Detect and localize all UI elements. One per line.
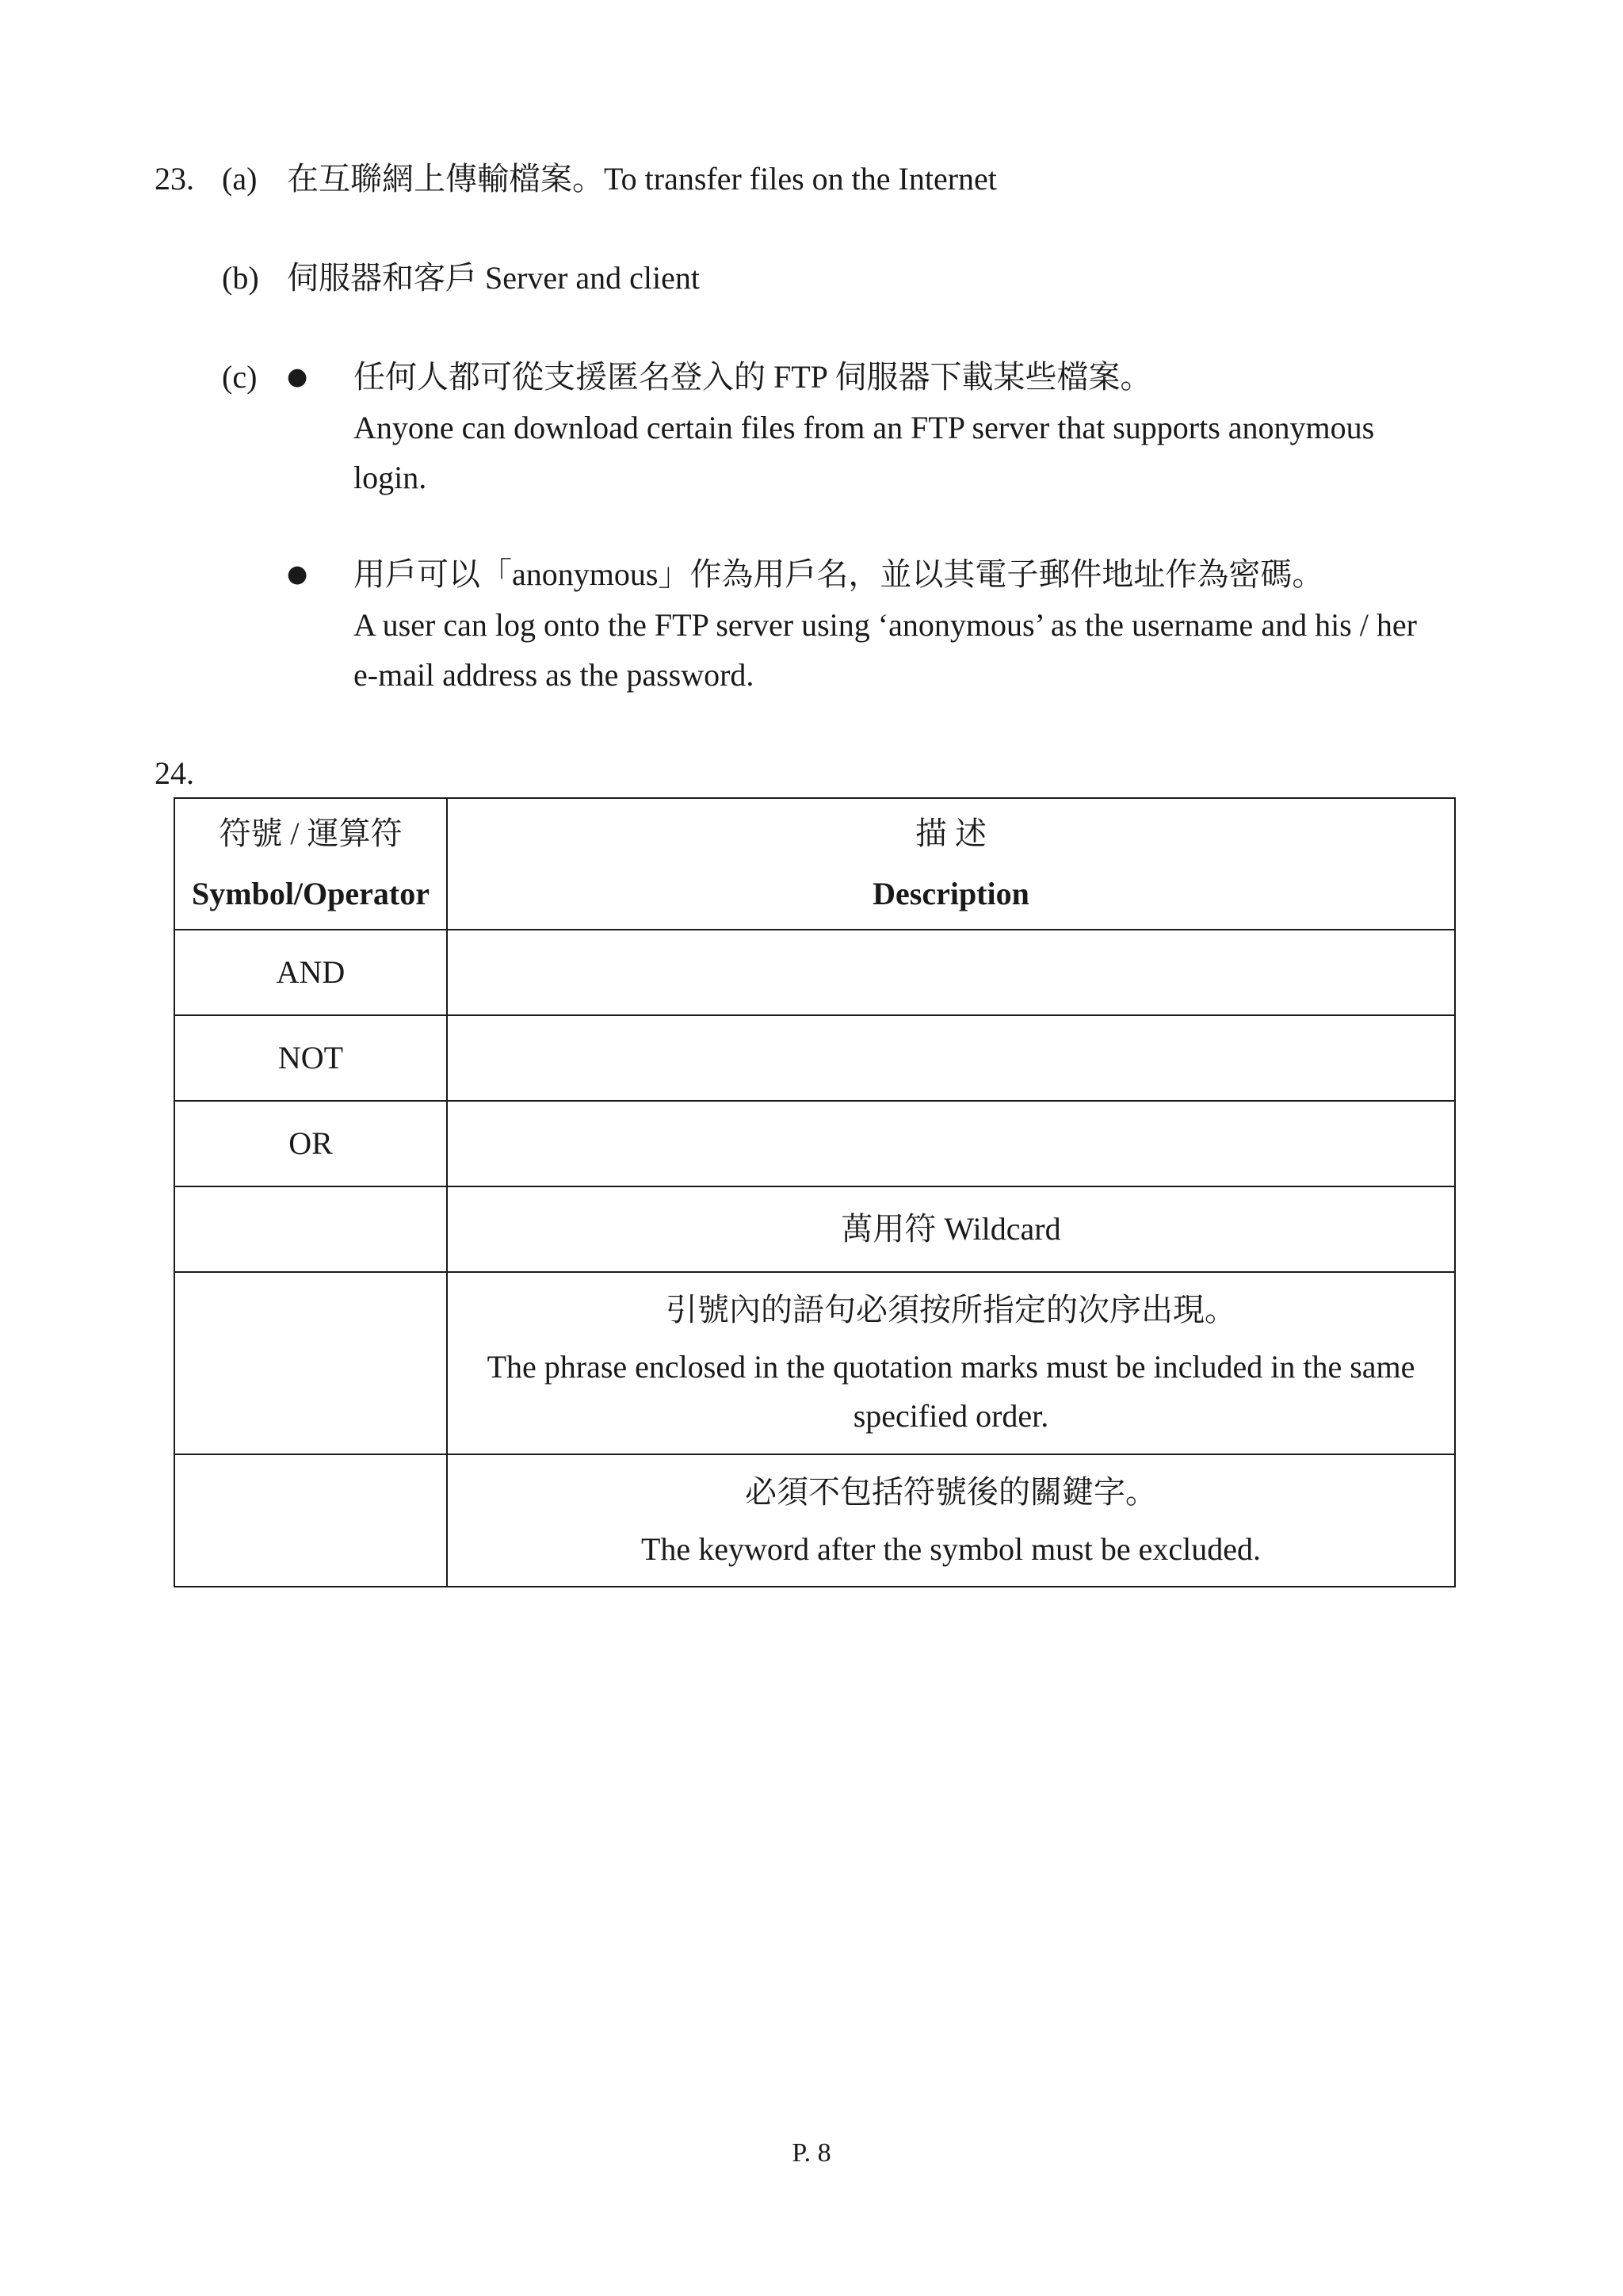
symbol-cell [174, 1272, 447, 1454]
table-row [174, 1272, 1455, 1454]
symbol-cell: NOT [174, 1015, 447, 1101]
description-cell [447, 1272, 1455, 1454]
table-row [174, 1101, 1455, 1186]
description-cell [447, 1454, 1455, 1587]
description-cell [447, 1015, 1455, 1101]
symbol-cell: AND [174, 930, 447, 1015]
q23-c-bullet1-en-line1: Anyone can download certain files from an FTP server that supports anonymous [353, 410, 1375, 445]
q23-c-bullet1-zh: 任何人都可從支援匿名登入的 FTP 伺服器下載某些檔案。 [353, 359, 1152, 395]
table-row [174, 1454, 1455, 1587]
q23-c-bullet2-en-line2: e-mail address as the password. [353, 657, 754, 693]
description-quote-en: The phrase enclosed in the quotation marks must be included in the same specified order. [487, 1349, 1415, 1434]
bullet-icon: ● [287, 560, 308, 588]
q23-c-bullet2-zh: 用戶可以「anonymous」作為用戶名，並以其電子郵件地址作為密碼。 [353, 556, 1324, 592]
description-cell [447, 1186, 1455, 1272]
table-row [174, 1186, 1455, 1272]
table-row [174, 1015, 1455, 1101]
symbol-operator-table [174, 797, 1456, 1587]
q23-c-label: (c) [222, 359, 258, 395]
q23-c-bullet2-en-line1: A user can log onto the FTP server using ‘anonymous’ as the username and his / her [353, 607, 1417, 643]
q23-b-text: 伺服器和客戶 Server and client [287, 260, 700, 296]
symbol-cell: OR [174, 1101, 447, 1186]
q24-number: 24. [155, 755, 194, 791]
q23-number: 23. [155, 161, 194, 197]
symbol-cell [174, 1186, 447, 1272]
header-description-en: Description [873, 876, 1029, 911]
table-header-row [174, 798, 1455, 930]
q23-a-label: (a) [222, 161, 258, 197]
description-cell [447, 1101, 1455, 1186]
symbol-cell [174, 1454, 447, 1587]
description-quote-zh: 引號內的語句必須按所指定的次序出現。 [666, 1292, 1236, 1328]
description-wildcard: 萬用符 Wildcard [841, 1211, 1061, 1247]
description-exclude-en: The keyword after the symbol must be excluded. [641, 1530, 1261, 1567]
description-cell [447, 930, 1455, 1015]
q23-c-bullet1-en-line2: login. [353, 460, 427, 495]
page-number: P. 8 [792, 2138, 831, 2168]
bullet-icon: ● [287, 363, 308, 391]
header-description-zh: 描 述 [915, 816, 987, 851]
description-exclude-zh: 必須不包括符號後的關鍵字。 [745, 1473, 1157, 1510]
header-symbol-cell [174, 798, 447, 930]
header-description-cell [447, 798, 1455, 930]
header-symbol-en: Symbol/Operator [192, 876, 430, 911]
q23-b-label: (b) [222, 260, 259, 296]
q23-a-text: 在互聯網上傳輸檔案。To transfer files on the Internet [287, 161, 997, 197]
table-row [174, 930, 1455, 1015]
header-symbol-zh: 符號 / 運算符 [219, 816, 403, 851]
